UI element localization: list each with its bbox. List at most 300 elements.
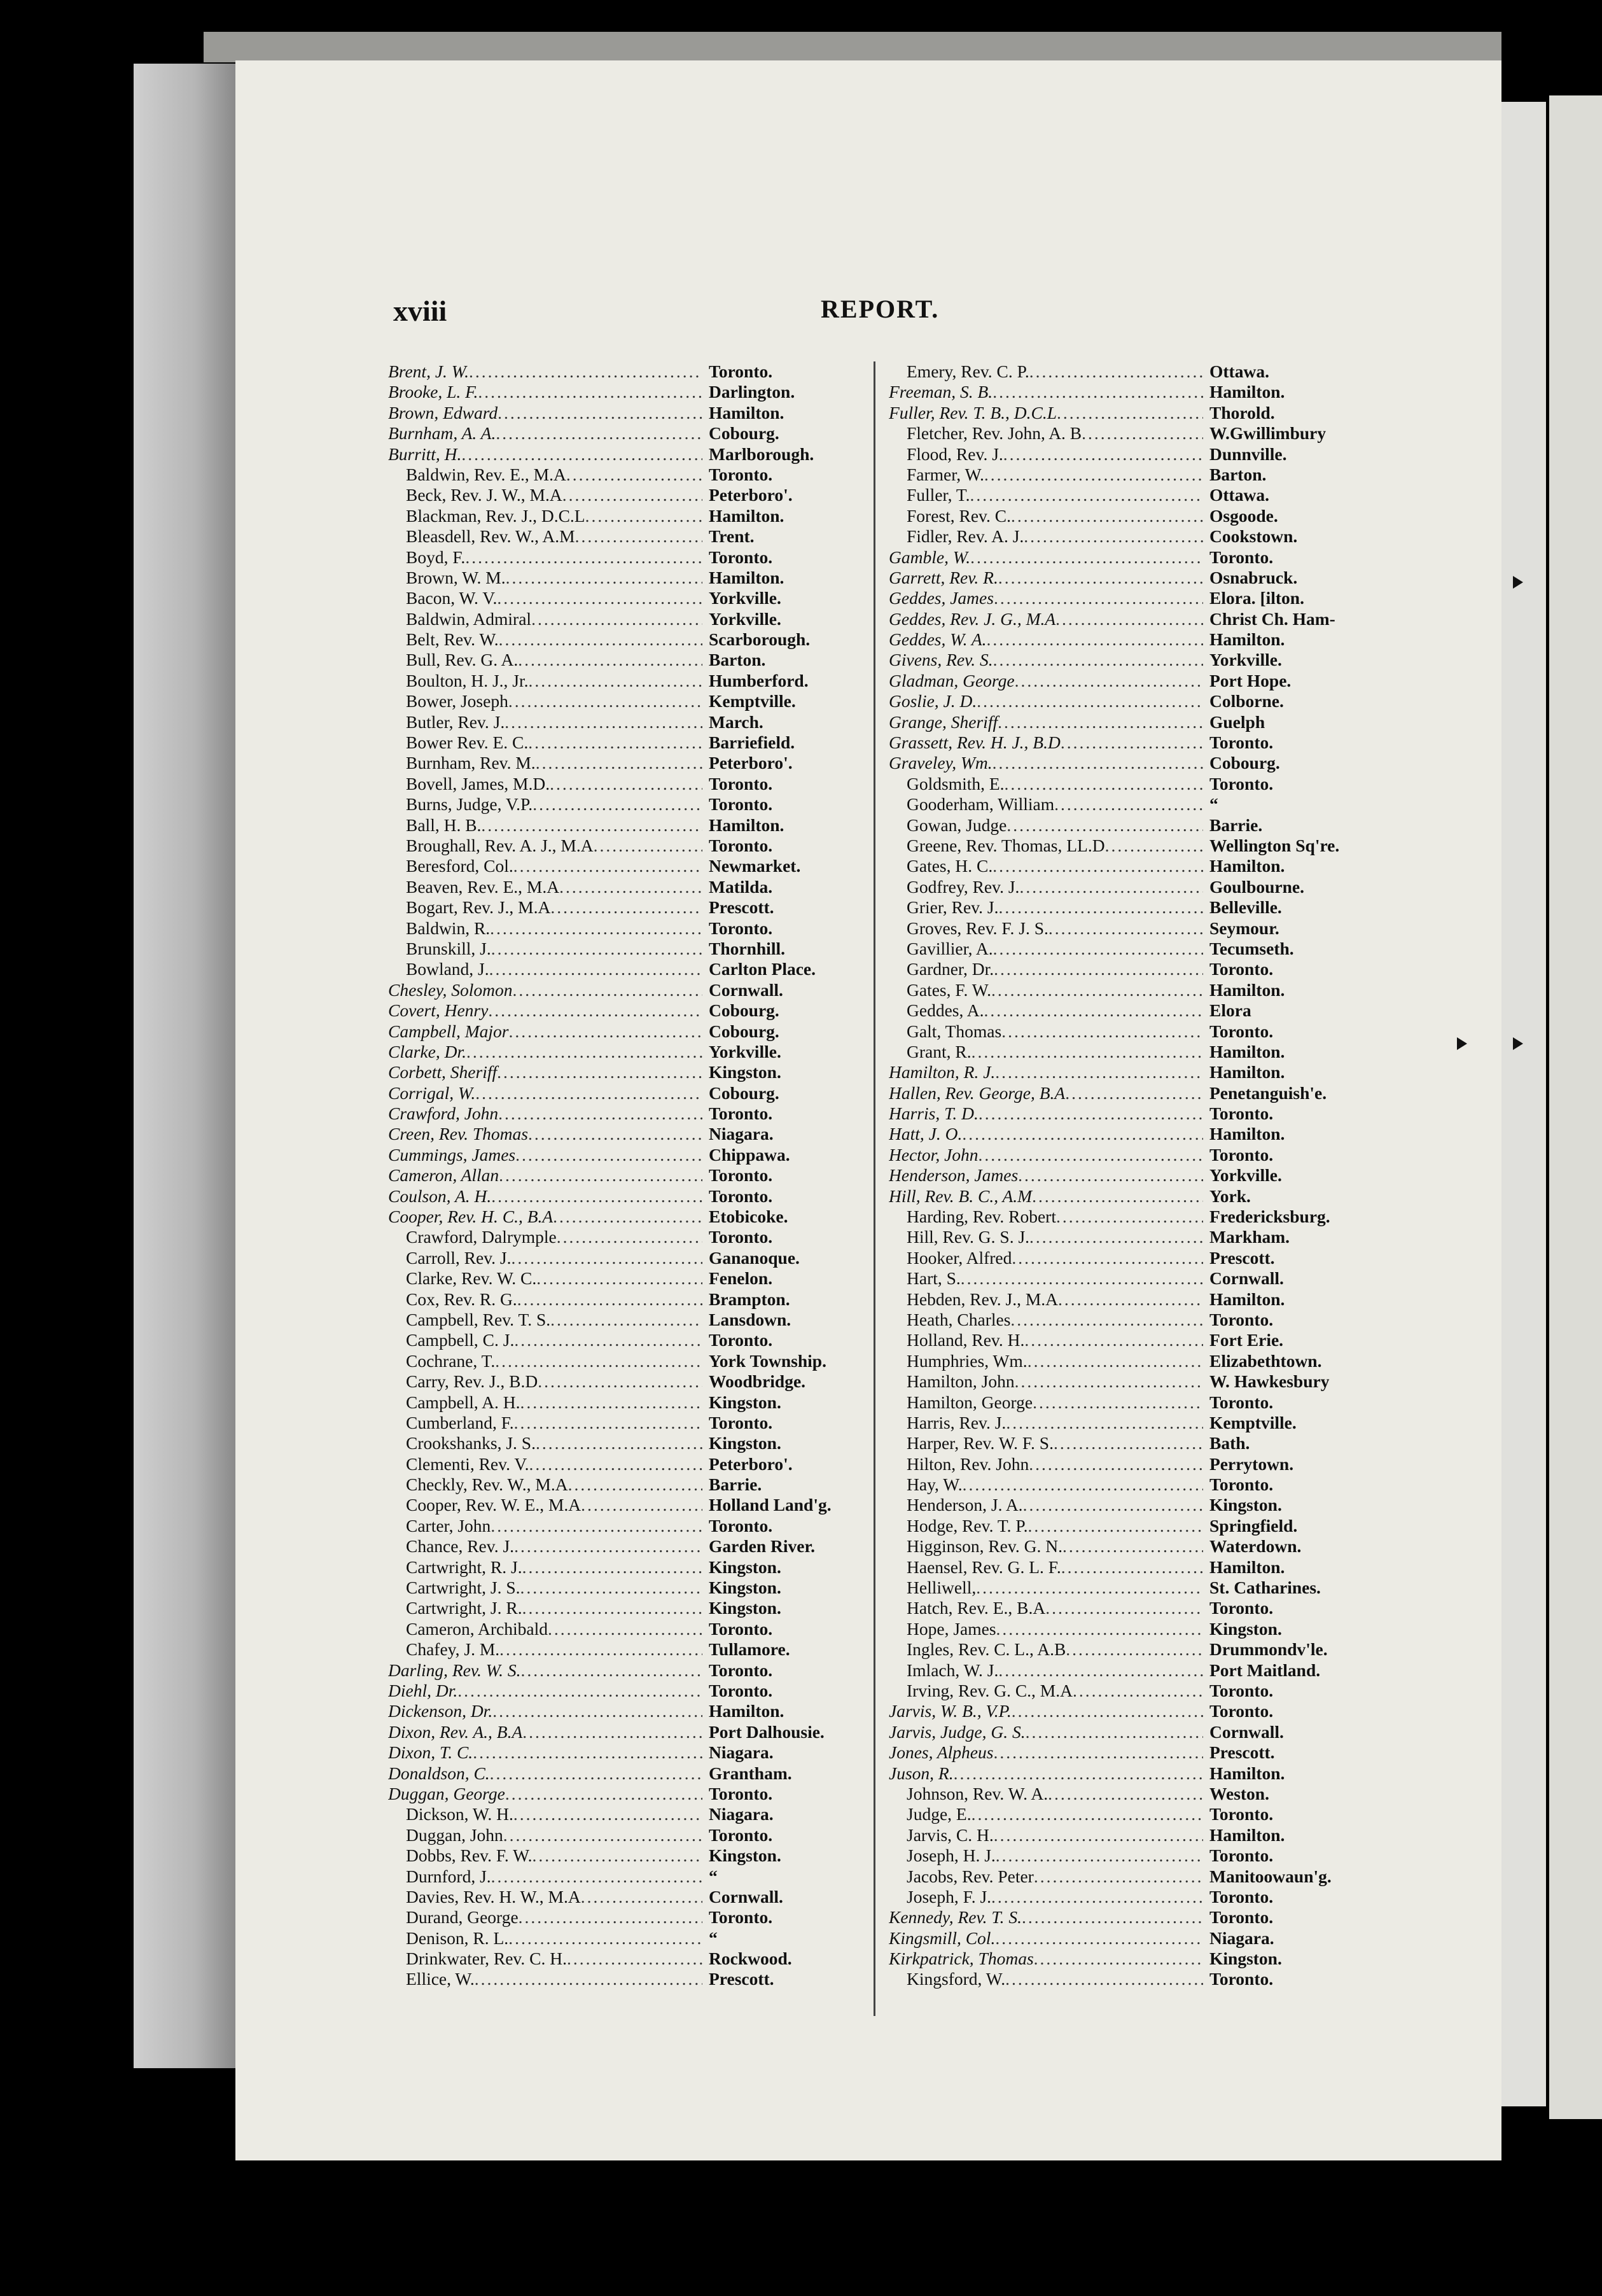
- scan-top-edge: [204, 32, 1501, 62]
- entry-place: Barrie.: [1209, 815, 1263, 835]
- entry-name-text: Campbell, Major: [388, 1021, 509, 1041]
- leader-dots: [514, 1330, 702, 1350]
- entry-place: Colborne.: [1209, 691, 1284, 711]
- leader-dots: [993, 382, 1203, 402]
- leader-dots: [520, 1392, 702, 1413]
- list-item: [889, 1784, 1602, 1804]
- entry-name: [388, 1701, 702, 1721]
- entry-place: Trent.: [709, 526, 755, 547]
- entry-place: Toronto.: [1209, 732, 1274, 753]
- leader-dots: [491, 1186, 702, 1207]
- entry-place: Cobourg.: [709, 423, 779, 444]
- list-item: [889, 1681, 1602, 1701]
- leader-dots: [522, 1557, 702, 1578]
- list-item: [889, 1268, 1602, 1289]
- entry-name-text: Ingles, Rev. C. L., A.B: [907, 1639, 1066, 1660]
- entry-name: [388, 918, 702, 939]
- entry-place: Toronto.: [709, 1412, 773, 1432]
- entry-name: [889, 1124, 1203, 1144]
- list-item: [889, 815, 1602, 836]
- entry-name: [889, 1310, 1203, 1330]
- entry-name: [388, 423, 702, 444]
- entry-place: Penetanguish'e.: [1209, 1082, 1327, 1103]
- entry-place: Toronto.: [1209, 1969, 1274, 1989]
- leader-dots: [972, 1042, 1203, 1062]
- entry-place: Hamilton.: [1209, 1041, 1285, 1061]
- entry-name-text: Kennedy, Rev. T. S.: [889, 1907, 1022, 1928]
- entry-name: [889, 959, 1203, 979]
- entry-name: [388, 691, 702, 711]
- leader-dots: [998, 712, 1203, 732]
- list-item: [889, 1639, 1602, 1660]
- list-item: [889, 1186, 1602, 1207]
- entry-place: Seymour.: [1209, 918, 1279, 938]
- leader-dots: [1058, 1289, 1203, 1310]
- leader-dots: [1032, 1186, 1203, 1207]
- list-item: [889, 1949, 1602, 1969]
- entry-name-text: Henderson, J. A.: [907, 1495, 1023, 1515]
- entry-place: Barrie.: [709, 1474, 762, 1495]
- entry-place: Cornwall.: [709, 979, 783, 1000]
- entry-name-text: Belt, Rev. W.: [406, 629, 499, 650]
- entry-name: [388, 1474, 702, 1495]
- entry-place: Kingston.: [709, 1433, 781, 1453]
- list-item: [889, 691, 1602, 711]
- leader-dots: [466, 1042, 702, 1062]
- entry-name-text: Brent, J. W.: [388, 361, 470, 381]
- entry-place: Holland Land'g.: [709, 1495, 832, 1515]
- entry-place: Brampton.: [709, 1289, 790, 1309]
- leader-dots: [488, 1000, 702, 1021]
- entry-name-text: Campbell, Rev. T. S.: [406, 1309, 551, 1329]
- entry-name-text: Dickenson, Dr.: [388, 1701, 493, 1721]
- entry-place: Toronto.: [1209, 1907, 1274, 1928]
- leader-dots: [519, 1907, 702, 1928]
- leader-dots: [475, 1969, 702, 1989]
- leader-dots: [499, 1165, 702, 1186]
- list-item: [889, 712, 1602, 732]
- entry-name-text: Hamilton, R. J.: [889, 1062, 996, 1082]
- entry-name: [388, 1433, 702, 1453]
- entry-name: [388, 1227, 702, 1247]
- leader-dots: [513, 1804, 702, 1824]
- leader-dots: [508, 1928, 702, 1949]
- list-item: [889, 1701, 1602, 1721]
- list-item: [889, 1722, 1602, 1742]
- leader-dots: [984, 465, 1203, 485]
- leader-dots: [548, 1619, 702, 1639]
- entry-name-text: Geddes, A.: [907, 1000, 984, 1021]
- leader-dots: [1029, 1454, 1203, 1474]
- entry-name: [889, 1000, 1203, 1021]
- entry-name: [889, 382, 1203, 402]
- entry-name-text: Boyd, F.: [406, 547, 466, 567]
- entry-name-text: Donaldson, C.: [388, 1763, 490, 1783]
- leader-dots: [489, 959, 702, 979]
- entry-place: Newmarket.: [709, 856, 801, 876]
- entry-place: Toronto.: [709, 547, 773, 567]
- entry-name: [388, 1062, 702, 1082]
- entry-place: Niagara.: [709, 1124, 774, 1144]
- entry-name-text: Imlach, W. J.: [907, 1660, 999, 1680]
- entry-place: Yorkville.: [1209, 650, 1282, 670]
- entry-place: Tecumseth.: [1209, 938, 1294, 958]
- entry-name-text: Graveley, Wm.: [889, 753, 993, 773]
- entry-place: Markham.: [1209, 1227, 1290, 1247]
- entry-name: [889, 1784, 1203, 1804]
- entry-name: [889, 897, 1203, 918]
- entry-place: Kingston.: [709, 1557, 781, 1577]
- entry-name-text: Chafey, J. M.: [406, 1639, 500, 1660]
- list-item: [889, 1845, 1602, 1866]
- entry-place: Darlington.: [709, 382, 795, 402]
- list-item: [889, 1371, 1602, 1392]
- entry-place: Cobourg.: [1209, 753, 1280, 773]
- entry-name-text: Clarke, Dr.: [388, 1041, 466, 1061]
- entry-name-text: Darling, Rev. W. S.: [388, 1660, 521, 1680]
- list-item: [889, 629, 1602, 650]
- leader-dots: [1015, 1371, 1203, 1392]
- entry-name: [388, 403, 702, 423]
- list-item: [889, 361, 1602, 382]
- leader-dots: [481, 815, 702, 836]
- list-item: [889, 1598, 1602, 1618]
- entry-place: Hamilton.: [709, 815, 784, 835]
- leader-dots: [536, 1433, 702, 1453]
- entry-place: Toronto.: [709, 464, 773, 484]
- entry-name-text: Fletcher, Rev. John, A. B: [907, 423, 1082, 444]
- entry-name: [388, 939, 702, 959]
- leader-dots: [1027, 1516, 1203, 1536]
- leader-dots: [533, 794, 702, 815]
- entry-name: [388, 1124, 702, 1144]
- list-item: [889, 1248, 1602, 1268]
- entry-name: [388, 1413, 702, 1433]
- entry-name: [388, 1371, 702, 1392]
- entry-name: [388, 980, 702, 1000]
- list-item: [889, 980, 1602, 1000]
- entry-place: Yorkville.: [709, 1041, 781, 1061]
- entry-name: [889, 732, 1203, 753]
- leader-dots: [994, 959, 1203, 979]
- entry-name-text: Gladman, George: [889, 670, 1015, 690]
- entry-place: March.: [709, 711, 763, 732]
- list-item: [889, 1289, 1602, 1310]
- entry-place: Wellington Sq're.: [1209, 835, 1340, 855]
- leader-dots: [1015, 671, 1203, 691]
- entry-name-text: Hallen, Rev. George, B.A: [889, 1082, 1066, 1103]
- leader-dots: [469, 361, 702, 382]
- list-item: [889, 1165, 1602, 1186]
- entry-name-text: Cartwright, J. S.: [406, 1578, 520, 1598]
- entry-name-text: Jones, Alpheus: [889, 1742, 994, 1763]
- list-item: [889, 959, 1602, 979]
- leader-dots: [1011, 506, 1203, 526]
- entry-name: [388, 1949, 702, 1969]
- entry-name: [889, 1887, 1203, 1907]
- entry-name: [889, 1433, 1203, 1453]
- leader-dots: [987, 629, 1203, 650]
- entry-name-text: Cooper, Rev. W. E., M.A: [406, 1495, 582, 1515]
- entry-name-text: Geddes, Rev. J. G., M.A: [889, 608, 1056, 629]
- entry-name: [889, 506, 1203, 526]
- leader-dots: [581, 1495, 702, 1515]
- entry-place: Toronto.: [1209, 1701, 1274, 1721]
- list-item: [889, 1000, 1602, 1021]
- leader-dots: [465, 547, 702, 568]
- entry-place: Bath.: [1209, 1433, 1250, 1453]
- leader-dots: [961, 1268, 1203, 1289]
- entry-place: Barriefield.: [709, 732, 795, 753]
- entry-name-text: Hebden, Rev. J., M.A: [907, 1289, 1059, 1309]
- list-item: [889, 1887, 1602, 1907]
- entry-name: [889, 815, 1203, 836]
- leader-dots: [998, 1660, 1203, 1681]
- entry-name-text: Helliwell,: [907, 1578, 977, 1598]
- list-item: [889, 547, 1602, 568]
- entry-place: Waterdown.: [1209, 1536, 1302, 1557]
- entry-name: [889, 588, 1203, 608]
- entry-place: Niagara.: [709, 1804, 774, 1824]
- entry-name: [388, 568, 702, 588]
- entry-place: Toronto.: [1209, 1144, 1274, 1165]
- entry-name: [388, 650, 702, 670]
- entry-place: Drummondv'le.: [1209, 1639, 1328, 1660]
- entry-name-text: Coulson, A. H.: [388, 1186, 492, 1206]
- leader-dots: [568, 1474, 702, 1495]
- list-item: [889, 1124, 1602, 1144]
- entry-place: Grantham.: [709, 1763, 792, 1783]
- entry-place: Springfield.: [1209, 1515, 1298, 1536]
- entry-place: Toronto.: [1209, 1392, 1274, 1412]
- entry-name-text: Higginson, Rev. G. N.: [907, 1536, 1062, 1557]
- leader-dots: [994, 588, 1203, 608]
- entry-name: [889, 836, 1203, 856]
- entry-place: Toronto.: [709, 1660, 773, 1680]
- entry-name: [889, 1701, 1203, 1721]
- entry-name: [889, 1969, 1203, 1989]
- entry-name: [388, 1639, 702, 1660]
- entry-place: Toronto.: [709, 918, 773, 938]
- leader-dots: [497, 1062, 702, 1082]
- entry-name-text: Jarvis, W. B., V.P.: [889, 1701, 1012, 1721]
- leader-dots: [581, 1887, 702, 1907]
- entry-place: Prescott.: [709, 897, 774, 918]
- list-item: [889, 1433, 1602, 1453]
- entry-place: Cobourg.: [709, 1000, 779, 1021]
- entry-place: Kingston.: [709, 1845, 781, 1866]
- entry-name-text: Garrett, Rev. R.: [889, 567, 998, 587]
- list-item: [889, 465, 1602, 485]
- list-item: [889, 1351, 1602, 1371]
- entry-place: Humberford.: [709, 670, 809, 690]
- entry-name-text: Freeman, S. B.: [889, 382, 993, 402]
- leader-dots: [1018, 1165, 1203, 1186]
- entry-name: [889, 1516, 1203, 1536]
- entry-name-text: Irving, Rev. G. C., M.A: [907, 1681, 1073, 1700]
- entry-name-text: Beck, Rev. J. W., M.A: [406, 485, 562, 505]
- entry-name-text: Dixon, Rev. A., B.A: [388, 1721, 523, 1742]
- entry-place: Prescott.: [1209, 1742, 1275, 1763]
- entry-name: [889, 1639, 1203, 1660]
- leader-dots: [1048, 918, 1203, 939]
- list-item: [889, 1227, 1602, 1247]
- leader-dots: [1012, 1701, 1203, 1721]
- entry-place: Cobourg.: [709, 1082, 779, 1103]
- entry-name: [388, 836, 702, 856]
- entry-name: [889, 774, 1203, 794]
- list-item: [889, 1207, 1602, 1227]
- leader-dots: [1054, 794, 1203, 815]
- leader-dots: [461, 444, 702, 465]
- entry-place: Kingston.: [1209, 1949, 1282, 1969]
- leader-dots: [1006, 815, 1203, 836]
- entry-name-text: Cartwright, J. R.: [406, 1598, 522, 1618]
- leader-dots: [998, 568, 1203, 588]
- entry-place: Marlborough.: [709, 444, 814, 464]
- entry-place: Ottawa.: [1209, 485, 1269, 505]
- entry-place: Osnabruck.: [1209, 567, 1298, 587]
- entry-name-text: Durnford, J.: [406, 1866, 491, 1886]
- list-item: [889, 650, 1602, 670]
- entry-name-text: Cameron, Allan: [388, 1165, 499, 1186]
- leader-dots: [497, 588, 702, 608]
- entry-name: [388, 1495, 702, 1515]
- entry-place: W. Hawkesbury: [1209, 1371, 1330, 1392]
- leader-dots: [567, 1949, 702, 1969]
- entry-place: Kingston.: [709, 1062, 781, 1082]
- entry-name: [388, 465, 702, 485]
- entry-name-text: Cochrane, T.: [406, 1350, 496, 1371]
- entry-place: Toronto.: [709, 1618, 773, 1639]
- leader-dots: [979, 1103, 1203, 1124]
- leader-dots: [490, 1763, 702, 1784]
- leader-dots: [492, 1701, 702, 1721]
- margin-mark-icon: [1513, 1037, 1523, 1050]
- entry-place: Toronto.: [1209, 959, 1274, 979]
- leader-dots: [1033, 1392, 1203, 1413]
- entry-place: “: [709, 1928, 718, 1948]
- entry-name-text: Crawford, Dalrymple: [406, 1227, 557, 1247]
- entry-name-text: Grassett, Rev. H. J., B.D: [889, 732, 1061, 753]
- entry-name: [388, 1103, 702, 1124]
- leader-dots: [508, 691, 702, 711]
- column-divider: [874, 361, 875, 2016]
- leader-dots: [995, 1928, 1203, 1949]
- list-item: [889, 1969, 1602, 1989]
- entry-name-text: Emery, Rev. C. P.: [907, 361, 1029, 381]
- leader-dots: [557, 1227, 702, 1247]
- leader-dots: [1061, 1557, 1203, 1578]
- entry-name-text: Dixon, T. C.: [388, 1742, 473, 1763]
- entry-place: Cookstown.: [1209, 526, 1298, 547]
- entry-place: Thorold.: [1209, 402, 1275, 423]
- entry-name: [889, 423, 1203, 444]
- leader-dots: [1029, 1227, 1203, 1247]
- entry-name: [388, 1845, 702, 1866]
- entry-place: Hamilton.: [1209, 856, 1285, 876]
- entry-name-text: Bull, Rev. G. A.: [406, 650, 519, 670]
- entry-name-text: Cox, Rev. R. G.: [406, 1289, 517, 1309]
- entry-name: [388, 1825, 702, 1845]
- leader-dots: [954, 1763, 1203, 1784]
- entry-name: [388, 361, 702, 382]
- entry-name: [889, 1557, 1203, 1578]
- entry-name: [388, 1021, 702, 1042]
- entry-place: Hamilton.: [1209, 1824, 1285, 1845]
- entry-place: Toronto.: [1209, 1309, 1274, 1329]
- entry-name-text: Galt, Thomas: [907, 1021, 1002, 1041]
- entry-name-text: Dobbs, Rev. F. W.: [406, 1845, 533, 1866]
- entry-place: W.Gwillimbury: [1209, 423, 1327, 444]
- entry-place: Port Hope.: [1209, 670, 1292, 690]
- leader-dots: [970, 485, 1203, 505]
- entry-name: [889, 980, 1203, 1000]
- entry-name-text: Checkly, Rev. W., M.A: [406, 1474, 568, 1495]
- list-item: [889, 1928, 1602, 1949]
- entry-name-text: Baldwin, Admiral: [406, 608, 532, 629]
- leader-dots: [562, 485, 702, 505]
- entry-name: [388, 1928, 702, 1949]
- entry-place: Peterboro'.: [709, 485, 793, 505]
- entry-name: [388, 1660, 702, 1681]
- list-item: [889, 753, 1602, 773]
- leader-dots: [508, 1021, 702, 1042]
- list-item: [889, 671, 1602, 691]
- list-item: [889, 794, 1602, 815]
- entry-name: [889, 918, 1203, 939]
- entry-name-text: Godfrey, Rev. J.: [907, 876, 1020, 897]
- leader-dots: [972, 1804, 1203, 1824]
- entry-place: “: [709, 1866, 718, 1886]
- entry-name: [889, 1351, 1203, 1371]
- entry-name-text: Gavillier, A.: [907, 938, 993, 958]
- entry-name-text: Hamilton, George: [907, 1392, 1033, 1412]
- entry-place: Cornwall.: [709, 1886, 783, 1907]
- entry-place: Matilda.: [709, 876, 773, 897]
- entry-name: [889, 691, 1203, 711]
- entry-name-text: Bower, Joseph: [406, 691, 508, 711]
- entry-place: Toronto.: [709, 1783, 773, 1803]
- entry-name: [388, 588, 702, 608]
- leader-dots: [529, 671, 702, 691]
- leader-dots: [478, 382, 702, 402]
- entry-place: Prescott.: [709, 1969, 774, 1989]
- leader-dots: [1024, 1330, 1203, 1350]
- entry-place: Niagara.: [1209, 1928, 1274, 1948]
- entry-name-text: Kingsmill, Col.: [889, 1928, 996, 1948]
- entry-place: Kingston.: [709, 1578, 781, 1598]
- list-item: [889, 836, 1602, 856]
- entry-place: Niagara.: [709, 1742, 774, 1763]
- entry-name: [889, 1825, 1203, 1845]
- entry-place: Belleville.: [1209, 897, 1282, 918]
- entry-place: Ottawa.: [1209, 361, 1269, 381]
- entry-place: Toronto.: [1209, 1103, 1274, 1124]
- entry-place: Kingston.: [709, 1598, 781, 1618]
- entry-name: [388, 1083, 702, 1103]
- list-item: [889, 485, 1602, 505]
- entry-name-text: Grier, Rev. J.: [907, 897, 999, 918]
- leader-dots: [511, 1248, 702, 1268]
- list-item: [889, 506, 1602, 526]
- entry-name: [388, 1866, 702, 1887]
- leader-dots: [515, 1145, 702, 1165]
- entry-name: [889, 629, 1203, 650]
- leader-dots: [506, 568, 702, 588]
- entry-name-text: Broughall, Rev. A. J., M.A: [406, 835, 594, 855]
- leader-dots: [538, 1371, 702, 1392]
